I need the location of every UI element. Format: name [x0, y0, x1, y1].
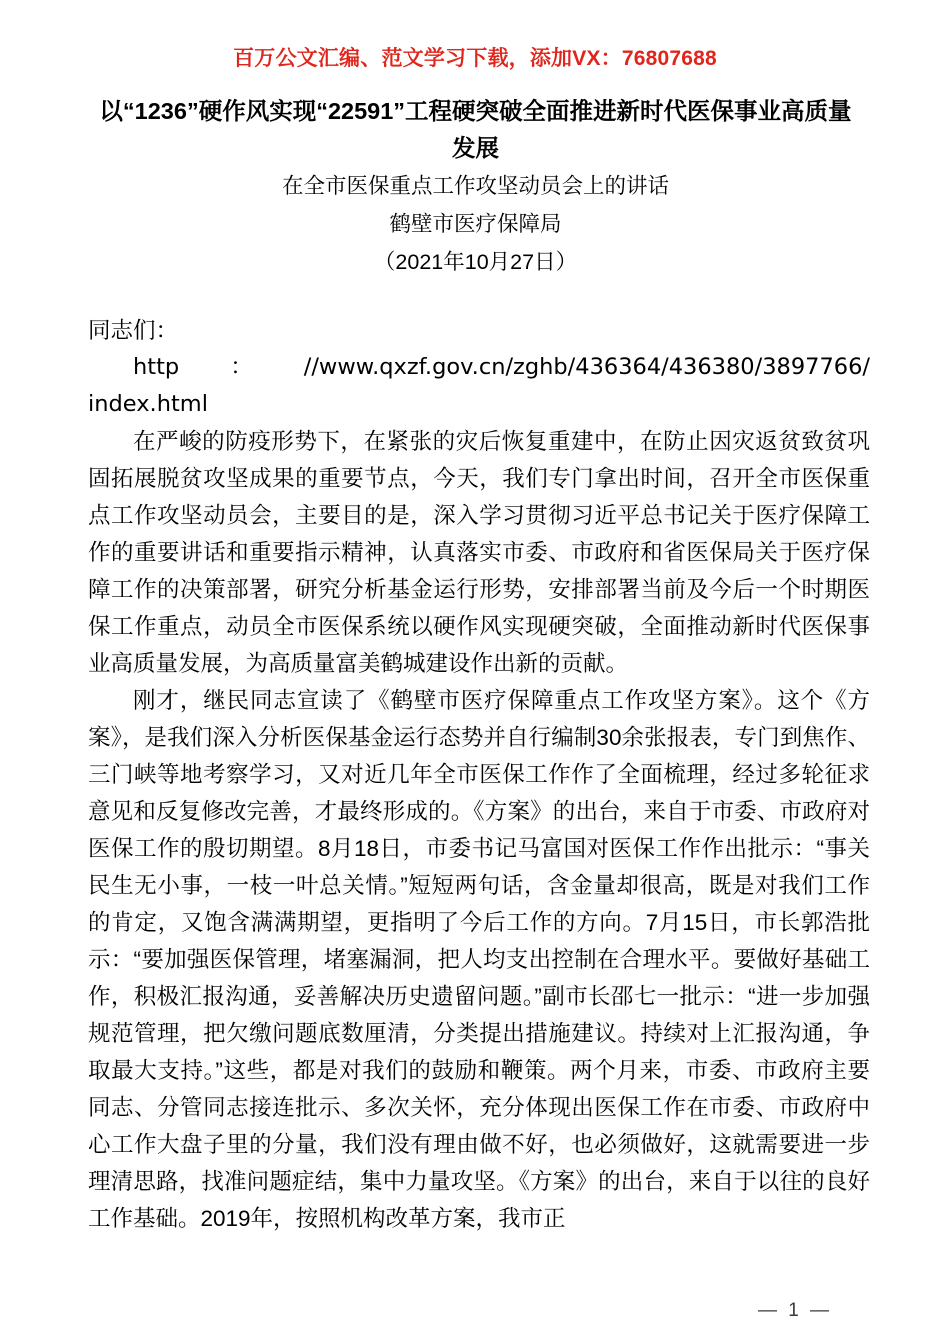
body-paragraph: 刚才，继民同志宣读了《鹤壁市医疗保障重点工作攻坚方案》。这个《方案》，是我们深入分析医保基金运行态势并自行编制30余张报表，专门到焦作、三门峡等地考察学习，又对近几年全市医保工作作了全面梳理，经过多轮征求意见和反复修改完善，才最终形成的。《方案》的出台，来自于市委、市政府对医保工作的殷切期望。8月18日，市委书记马富国对医保工作作出批示：“事关民生无小事，一枝一叶总关情。”短短两句话，含金量却很高，既是对我们工作的肯定，又饱含满满期望，更指明了今后工作的方向。7月15日，市长郭浩批示：“要加强医保管理，堵塞漏洞，把人均支出控制在合理水平。要做好基础工作，积极汇报沟通，妥善解决历史遗留问题。”副市长邵七一批示：“进一步加强规范管理，把欠缴问题底数厘清，分类提出措施建议。持续对上汇报沟通，争取最大支持。”这些，都是对我们的鼓励和鞭策。两个月来，市委、市政府主要同志、分管同志接连批示、多次关怀，充分体现出医保工作在市委、市政府中心工作大盘子里的分量，我们没有理由做不好，也必须做好，这就需要进一步理清思路，找准问题症结，集中力量攻坚。《方案》的出台，来自于以往的良好工作基础。2019年，按照机构改革方案，我市正	[88, 688, 870, 1231]
url-path: //www.qxzf.gov.cn/zghb/436364/436380/3897766/	[303, 354, 870, 380]
page-footer	[0, 1300, 950, 1322]
salutation: 同志们：	[88, 318, 179, 343]
document-body	[88, 312, 870, 1237]
document-subtitle: 在全市医保重点工作攻坚动员会上的讲话	[281, 174, 669, 198]
source-url	[88, 349, 870, 423]
page-number: — 1 —	[757, 1300, 833, 1321]
page-title: 以“1236”硬作风实现“22591”工程硬突破全面推进新时代医保事业高质量发展	[99, 98, 852, 161]
promo-banner: 百万公文汇编、范文学习下载，添加VX：76807688	[233, 47, 717, 70]
document-date: （2021年10月27日）	[373, 250, 578, 274]
body-paragraph: 在严峻的防疫形势下，在紧张的灾后恢复重建中，在防止因灾返贫致贫巩固拓展脱贫攻坚成果的重要节点，今天，我们专门拿出时间，召开全市医保重点工作攻坚动员会，主要目的是，深入学习贯彻习近平总书记关于医疗保障工作的重要讲话和重要指示精神，认真落实市委、市政府和省医保局关于医疗保障工作的决策部署，研究分析基金运行形势，安排部署当前及今后一个时期医保工作重点，动员全市医保系统以硬作风实现硬突破，全面推动新时代医保事业高质量发展，为高质量富美鹤城建设作出新的贡献。	[88, 429, 870, 676]
url-tail: index.html	[88, 391, 208, 417]
url-colon: ：	[230, 354, 253, 380]
source-url-line-1	[88, 349, 870, 386]
issuing-organization: 鹤壁市医疗保障局	[389, 212, 562, 236]
title-block	[88, 93, 863, 281]
url-scheme: http	[133, 354, 180, 380]
